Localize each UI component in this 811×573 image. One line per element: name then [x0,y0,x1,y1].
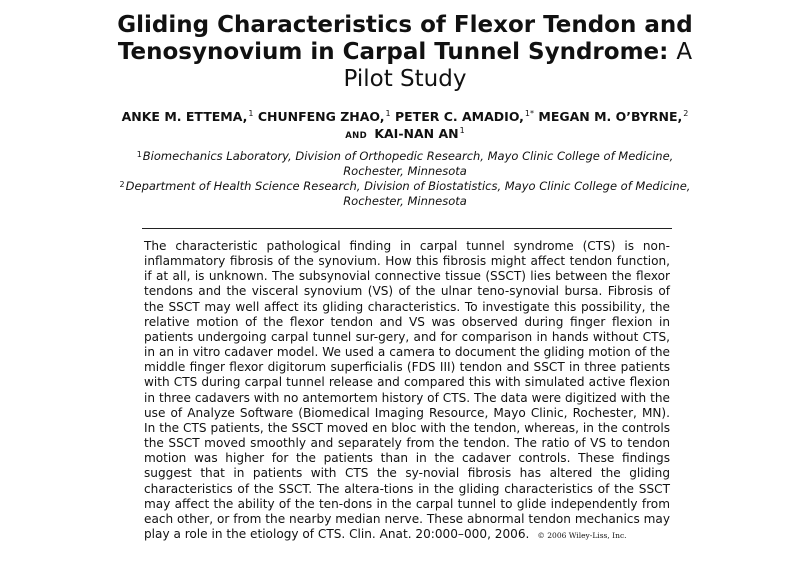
affiliation-text: Biomechanics Laboratory, Division of Orthopedic Research, Mayo Clinic College of Medicine, [142,149,674,163]
author-name: PETER C. AMADIO, [394,109,524,124]
affiliation-2 [90,179,720,209]
abstract-text: The characteristic pathological finding in carpal tunnel syndrome (CTS) is non-inflammatory fibrosis of the synovium. How this fibrosis might affect tendon function, if at all, is unknown. The subsynovial connective tissue (SSCT) lies between the flexor tendons and the visceral synovium (VS) of the ulnar teno-synovial bursa. Fibrosis of the SSCT may well affect its gliding characteristics. To investigate this possibility, the relative motion of the flexor tendon and VS was observed during finger flexion in patients undergoing carpal tunnel sur-gery, and for comparison in hands without CTS, in an in vitro cadaver model. We used a camera to document the gliding motion of the middle finger flexor digitorum superficialis (FDS III) tendon and SSCT in three patients with CTS during carpal tunnel release and compared this with simulated active flexion in three cadavers with no antemortem history of CTS. The data were digitized with the use of Analyze Software (Biomedical Imaging Resource, Mayo Clinic, Rochester, MN). In the CTS patients, the SSCT moved en bloc with the tendon, whereas, in the controls the SSCT moved smoothly and separately from the tendon. The ratio of VS to tendon motion was higher for the patients than in the cadaver controls. These findings suggest that in patients with CTS the sy-novial fibrosis has altered the gliding characteristics of the SSCT. The altera-tions in the gliding characteristics of the SSCT may affect the ability of the ten-dons in the carpal tunnel to glide independently from each other, or from the nearby median nerve. These abnormal tendon mechanics may play a role in the etiology of CTS. Clin. Anat. 20:000–000, 2006. [144,239,670,541]
author-connector: AND [345,131,367,141]
affiliation-location: Rochester, Minnesota [343,194,467,208]
paper-title [90,12,720,93]
author-line-1 [90,108,720,125]
author-affiliation-mark: 1 [385,109,391,118]
title-main: Gliding Characteristics of Flexor Tendon and Tenosynovium in Carpal Tunnel Syndrome: [117,12,693,65]
affiliation-line [90,179,720,194]
author-name: CHUNFENG ZHAO, [257,109,385,124]
section-divider [142,228,672,229]
author-list [90,108,720,145]
affiliation-line [90,149,720,164]
author-name: KAI-NAN AN [374,126,459,141]
author-affiliation-mark: 1 [248,109,254,118]
affiliation-list [90,149,720,209]
author-name: ANKE M. ETTEMA, [121,109,248,124]
abstract [144,239,670,543]
affiliation-text: Department of Health Science Research, Division of Biostatistics, Mayo Clinic College of Medicine, [125,179,691,193]
affiliation-1 [90,149,720,179]
author-affiliation-mark: 1 [459,126,465,135]
affiliation-mark: 2 [119,180,125,189]
author-line-2 [90,125,720,145]
affiliation-location: Rochester, Minnesota [343,164,467,178]
copyright-notice: © 2006 Wiley-Liss, Inc. [537,530,627,540]
author-affiliation-mark: 2 [683,109,689,118]
author-name: MEGAN M. O’BYRNE, [538,109,683,124]
affiliation-mark: 1 [136,150,142,159]
title-subtitle: A Pilot Study [343,39,693,92]
author-affiliation-mark: 1* [524,109,535,118]
